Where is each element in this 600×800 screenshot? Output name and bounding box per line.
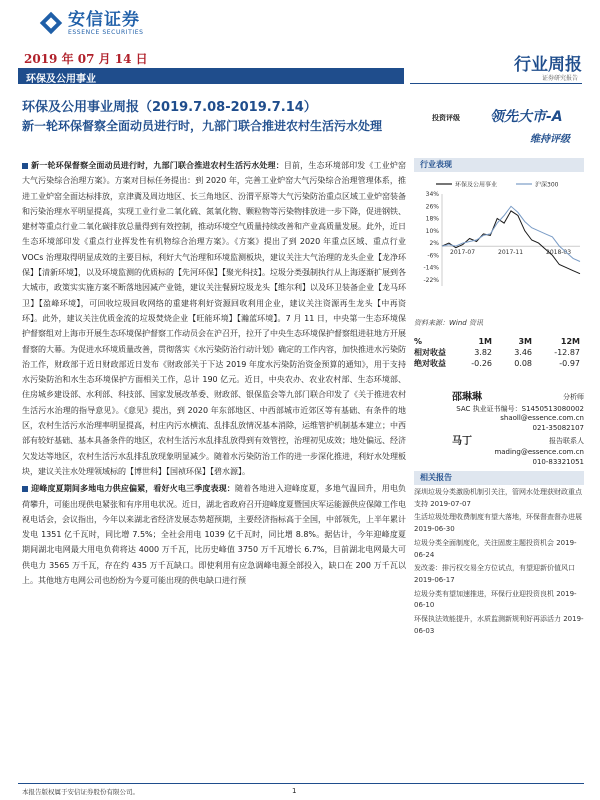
report-date: 2019 年 07 月 14 日 xyxy=(24,52,148,66)
analyst-role: 分析师 xyxy=(563,393,584,401)
rating-maintain: 维持评级 xyxy=(530,134,570,145)
table-row xyxy=(414,358,584,369)
related-report-link[interactable]: 环保执法效能提升，水质监测新规利好再添活力 2019-06-03 xyxy=(414,615,584,635)
sector-bar: 环保及公用事业 xyxy=(18,68,404,84)
contact-email[interactable]: mading@essence.com.cn xyxy=(494,448,584,456)
analyst-email[interactable]: shaoll@essence.com.cn xyxy=(500,414,584,422)
y-tick-label: 34% xyxy=(425,191,439,198)
perf-header-cell: 1M xyxy=(478,337,492,346)
table-row xyxy=(414,347,584,358)
market-heading: 行业表现 xyxy=(414,158,584,172)
paragraph-lead: 迎峰度夏期间多地电力供应偏紧，看好火电三季度表现： xyxy=(31,484,235,494)
performance-table xyxy=(414,336,584,369)
perf-cell: -0.26 xyxy=(471,359,492,368)
contact-phone: 010-83321051 xyxy=(532,458,584,466)
perf-header-cell: 3M xyxy=(518,337,532,346)
related-report-link[interactable]: 发改委：排污权交易全方位试点，有望迎新价值风口 2019-06-17 xyxy=(414,564,575,584)
report-body xyxy=(22,158,406,590)
y-tick-label: 10% xyxy=(425,227,439,235)
analyst-name: 邵琳琳 xyxy=(452,392,482,403)
bullet-square-icon xyxy=(22,163,28,169)
perf-cell: 0.08 xyxy=(514,359,532,368)
report-subtitle: 新一轮环保督察全面动员进行时，九部门联合推进农村生活污水处理 xyxy=(22,119,383,133)
x-tick-label: 2018-03 xyxy=(546,249,572,257)
brand-name-cn: 安信证券 xyxy=(68,9,140,30)
related-report-link[interactable]: 垃圾分类全面制度化，关注固废主题投资机会 2019-06-24 xyxy=(414,538,577,559)
report-type: 行业周报 xyxy=(514,55,582,75)
bullet-square-icon xyxy=(22,486,28,492)
brand-diamond-icon xyxy=(40,12,62,34)
related-report-link[interactable]: 生活垃圾处理收费制度有望大落地，环保督查督办进展 2019-06-30 xyxy=(414,513,582,534)
x-tick-label: 2017-07 xyxy=(450,249,476,257)
perf-cell: 3.82 xyxy=(474,348,492,357)
y-tick-label: -14% xyxy=(423,264,439,272)
report-subtype: 证券研究报告 xyxy=(541,75,578,82)
report-title: 环保及公用事业周报（2019.7.08-2019.7.14） xyxy=(22,100,317,115)
performance-header-row xyxy=(414,336,584,347)
analyst-cert: SAC 执业证书编号：S1450513080002 xyxy=(456,405,584,413)
related-list xyxy=(414,487,584,639)
paragraph-lead: 新一轮环保督察全面动员进行时，九部门联合推进农村生活污水处理： xyxy=(31,161,284,170)
y-tick-label: 26% xyxy=(425,203,439,211)
paragraph-text: 随着各地进入迎峰度夏，多地气温回升，用电负荷攀升，可能出现供电紧张和有序用电状况。近日，湖北省政府召开迎峰度夏暨国庆军运能源供应保障工作电视电话会，会议指出，今年以来湖北省经济发展态势超预期，主要经济指标高于全国，中部领先，上半年累计发电 1351 亿千瓦时，同比增 7.5%；全社会用电 1039 亿千瓦时，同比增 8.8%。据估计，今年迎峰度夏期间湖北电网最大用电负荷将达 4000 万千瓦，比历史峰值 3750 万千瓦增长 6.7%，目前湖北电网最大可供电力 3565 万千瓦，存在约 435 万千瓦缺口。即使利用有应急调峰电源全部投入，缺口在 200 万千瓦以上。其他地方电网公司也纷纷为今夏可能出现的供电缺口进行预 xyxy=(22,484,407,586)
chart-source: 资料来源：Wind 资讯 xyxy=(414,319,483,327)
legend-label: 沪深300 xyxy=(535,181,559,189)
rating-value: 领先大市-A xyxy=(490,109,563,125)
perf-cell: -12.87 xyxy=(554,348,580,357)
rating-label: 投资评级 xyxy=(432,114,460,122)
series-line xyxy=(442,211,580,274)
body-paragraph-2 xyxy=(22,481,406,588)
related-report-link[interactable]: 深圳垃圾分类激励机制引关注，管网水处理获财政重点支持 2019-07-07 xyxy=(414,488,582,508)
header-divider xyxy=(410,83,582,84)
perf-row-label: 相对收益 xyxy=(414,348,446,357)
y-tick-label: 18% xyxy=(425,215,439,223)
y-tick-label: -6% xyxy=(427,252,439,260)
related-report-link[interactable]: 垃圾分类有望加速推进，环保行业迎投资良机 2019-06-10 xyxy=(414,589,577,610)
performance-chart xyxy=(414,178,584,298)
perf-cell: 3.46 xyxy=(514,348,532,357)
y-tick-label: 2% xyxy=(429,240,439,248)
paragraph-text: 目前，生态环境部印发《工业炉窑大气污染综合治理方案》。方案对目标任务提出：到 2020 年，完善工业炉窑大气污染综合治理管理体系，推进工业炉窑全面达标排放，京津冀及周边地区、长三角地区、汾渭平原等大气污染防治重点区域工业炉窑装备和污染治理水平明显提高，实现工业行业二氧化硫、氮氧化物、颗粒物等污染物排放进一步下降，促进钢铁、建材等重点行业二氧化碳排放总量得到有效控制，推动环境空气质量持续改善和产业高质量发展。此外，近日生态环境部印发《重点行业挥发性有机物综合治理方案》。《方案》提出了到 2020 年重点区域、重点行业 VOCs 治理取得明显成效的主要目标，利好大气治理和环境监测板块，建议关注大气治理的龙头企业【龙净环保】【清新环境】，以及环境监测的优质标的【先河环保】【聚光科技】。垃圾分类强制执行从上海逐渐扩展到各大城市，政策实实施方案不断落地因减产业链，建议关注餐厨垃圾龙头【维尔利】以及环卫装备企业【龙马环卫】【盈峰环境】，可回收垃圾回收网络的重建将利好资源回收利用企业，建议关注资源再生龙头【中再资环】。此外，建议关注优质金流的垃圾焚烧企业【旺能环境】【瀚蓝环境】。7 月 11 日，中央第一生态环境保护督察组对上海市开展生态环境保护督察工作动员会在沪召开，拉开了中央生态环境保护督察组进驻地方开展督察的大幕。为促进水环境质量改善，贯彻落实《水污染防治行动计划》确定的工作内容，加快推进水污染防治工作，财政部于近日财政部近日发布《财政部关于下达 2019 年度水污染防治资金预算的通知》，用于支持水污染防治和水生态环境保护方面相关工作，总计 190 亿元。近日，中央农办、农业农村部、生态环境部、住房城乡建设部、水利部、科技部、国家发展改革委、财政部、银保监会等九部门联合印发了《关于推进农村生活污水治理的指导意见》。《意见》提出，到 2020 年东部地区、中西部城市近郊区等有基础、有条件的地区，农村生活污水治理率明显提高，村庄内污水横流、乱排乱放情况基本消除，运维管护机制基本建立；中西部有较好基础、基本具备条件的地区，农村生活污水乱排乱放得到有效管控，治理初见成效；地处偏远、经济欠发达等地区，农村生活污水乱排乱放现象明显减少。随着水污染防治工作的进一步深化推进，利好水处理板块，建议关注水处理领域标的【博世科】【国祯环保】【碧水源】。 xyxy=(22,161,407,476)
footer-text: 本报告版权属于安信证券股份有限公司。 xyxy=(22,788,139,796)
body-paragraph-1 xyxy=(22,158,406,479)
brand-name-en: ESSENCE SECURITIES xyxy=(68,28,144,36)
related-heading: 相关报告 xyxy=(414,471,584,485)
y-tick-label: -22% xyxy=(423,276,439,284)
footer-divider xyxy=(18,783,584,784)
brand-logo xyxy=(40,6,180,40)
legend-label: 环保及公用事业 xyxy=(455,181,498,189)
contact-name: 马丁 xyxy=(452,436,472,447)
perf-header-cell: 12M xyxy=(560,337,580,346)
perf-row-label: 绝对收益 xyxy=(414,359,446,368)
analyst-phone: 021-35082107 xyxy=(532,424,584,432)
x-tick-label: 2017-11 xyxy=(498,249,524,257)
perf-cell: -0.97 xyxy=(559,359,580,368)
perf-header-cell: % xyxy=(414,337,423,346)
contact-role: 报告联系人 xyxy=(549,437,584,445)
page-number: 1 xyxy=(292,787,297,795)
